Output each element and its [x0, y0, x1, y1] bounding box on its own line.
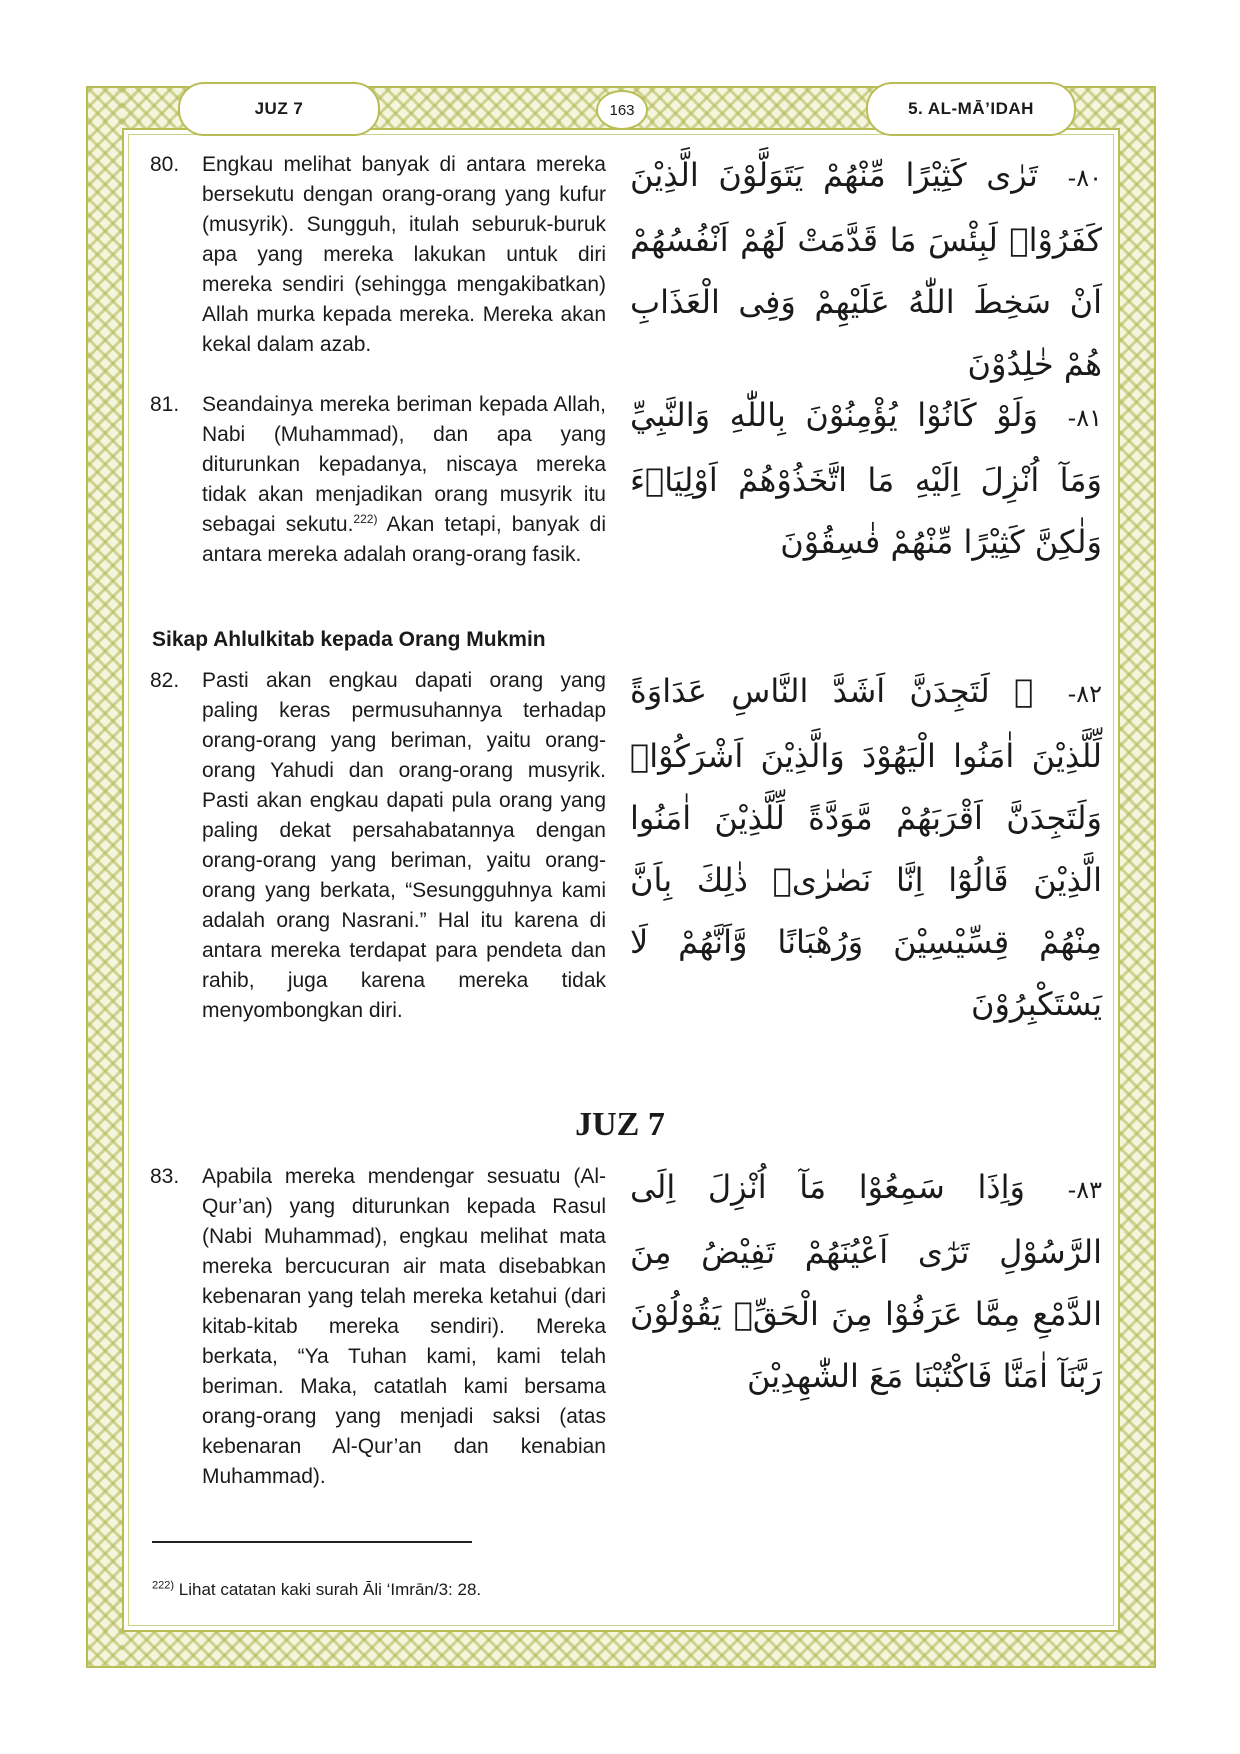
verse-text: Pasti akan engkau dapati orang yang paling keras permusuhannya terhadap orang-orang yang beriman, yaitu orang-orang Yahudi dan orang-orang musyrik. Pasti akan engkau dapati pula orang yang paling dekat persahabatannya dengan orang-orang yang beriman, yaitu orang-orang yang berkata, “Sesungguhnya kami adalah orang Nasrani.” Hal itu karena di antara mereka terdapat para pendeta dan rahib, juga karena mereka tidak menyombongkan diri. — [202, 669, 606, 1022]
arabic-verse-number: ٨١- — [1067, 404, 1103, 432]
arabic-verse-number: ٨٠- — [1067, 164, 1103, 192]
verse-number: 80. — [150, 153, 180, 176]
verse-number: 81. — [150, 393, 180, 416]
verse-arabic — [630, 144, 1102, 395]
verse-arabic — [630, 384, 1102, 573]
arabic-text: وَاِذَا سَمِعُوْا مَآ اُنْزِلَ اِلَى الرَّسُوْلِ تَرٰٓى اَعْيُنَهُمْ تَفِيْضُ مِنَ الدَّمْعِ مِمَّا عَرَفُوْا مِنَ الْحَقِّۚ يَقُوْلُوْنَ رَبَّنَآ اٰمَنَّا فَاكْتُبْنَا مَعَ الشّٰهِدِيْنَ — [630, 1168, 1102, 1395]
arabic-verse-number: ٨٣- — [1067, 1176, 1103, 1204]
footnote-text: Lihat catatan kaki surah Āli ‘Imrān/3: 28. — [174, 1580, 482, 1599]
arabic-text: وَلَوْ كَانُوْا يُؤْمِنُوْنَ بِاللّٰهِ وَالنَّبِيِّ وَمَآ اُنْزِلَ اِلَيْهِ مَا اتَّخَذُوْهُمْ اَوْلِيَاۤءَ وَلٰكِنَّ كَثِيْرًا مِّنْهُمْ فٰسِقُوْنَ — [630, 396, 1102, 561]
header-juz-label: JUZ 7 — [178, 82, 380, 136]
verse-number: 83. — [150, 1165, 180, 1188]
verse-text: Seandainya mereka beriman kepada Allah, Nabi (Muhammad), dan apa yang diturunkan kepadanya, niscaya mereka tidak akan menjadikan orang musyrik itu sebagai sekutu.$^{222)}$ Akan tetapi, banyak di antara mereka adalah orang-orang fasik. — [202, 393, 607, 566]
verse-arabic — [630, 1156, 1102, 1407]
verse-arabic — [630, 660, 1102, 1035]
footnote-ref[interactable]: 222) — [353, 512, 378, 526]
verse-text: Engkau melihat banyak di antara mereka bersekutu dengan orang-orang yang kufur (musyrik). Sungguh, itulah seburuk-buruk apa yang mereka lakukan untuk diri mereka sendiri (sehingga mengakibatkan) Allah murka kepada mereka. Mereka akan kekal dalam azab. — [202, 153, 606, 356]
verse-text: Apabila mereka mendengar sesuatu (Al-Qur’an) yang diturunkan kepada Rasul (Nabi Muhammad), engkau melihat mata mereka bercucuran air mata disebabkan kebenaran yang telah mereka ketahui (dari kitab-kitab mereka sendiri). Mereka berkata, “Ya Tuhan kami, kami telah beriman. Maka, catatlah kami bersama orang-orang yang menjadi saksi (atas kebenaran Al-Qur’an dan kenabian Muhammad). — [202, 1165, 606, 1488]
verse-translation — [150, 1162, 606, 1492]
verse-translation — [150, 666, 606, 1026]
verse-translation — [150, 390, 606, 570]
footnote-divider — [152, 1541, 472, 1543]
arabic-text: تَرٰى كَثِيْرًا مِّنْهُمْ يَتَوَلَّوْنَ الَّذِيْنَ كَفَرُوْاۗ لَبِئْسَ مَا قَدَّمَتْ لَهُمْ اَنْفُسُهُمْ اَنْ سَخِطَ اللّٰهُ عَلَيْهِمْ وَفِى الْعَذَابِ هُمْ خٰلِدُوْنَ — [630, 156, 1102, 383]
header-surah-label: 5. AL-MĀ’IDAH — [866, 82, 1076, 136]
arabic-text: ۞ لَتَجِدَنَّ اَشَدَّ النَّاسِ عَدَاوَةً لِّلَّذِيْنَ اٰمَنُوا الْيَهُوْدَ وَالَّذِيْنَ اَشْرَكُوْاۚ وَلَتَجِدَنَّ اَقْرَبَهُمْ مَّوَدَّةً لِّلَّذِيْنَ اٰمَنُوا الَّذِيْنَ قَالُوْٓا اِنَّا نَصٰرٰىۗ ذٰلِكَ بِاَنَّ مِنْهُمْ قِسِّيْسِيْنَ وَرُهْبَانًا وَّاَنَّهُمْ لَا يَسْتَكْبِرُوْنَ — [630, 672, 1102, 1023]
footnote-mark: 222) — [152, 1579, 175, 1592]
section-title: Sikap Ahlulkitab kepada Orang Mukmin — [152, 628, 546, 651]
verse-number: 82. — [150, 669, 180, 692]
page-number: 163 — [596, 90, 648, 130]
verse-translation — [150, 150, 606, 360]
arabic-verse-number: ٨٢- — [1067, 680, 1103, 708]
juz-heading: JUZ 7 — [575, 1106, 665, 1143]
footnote — [152, 1580, 481, 1600]
